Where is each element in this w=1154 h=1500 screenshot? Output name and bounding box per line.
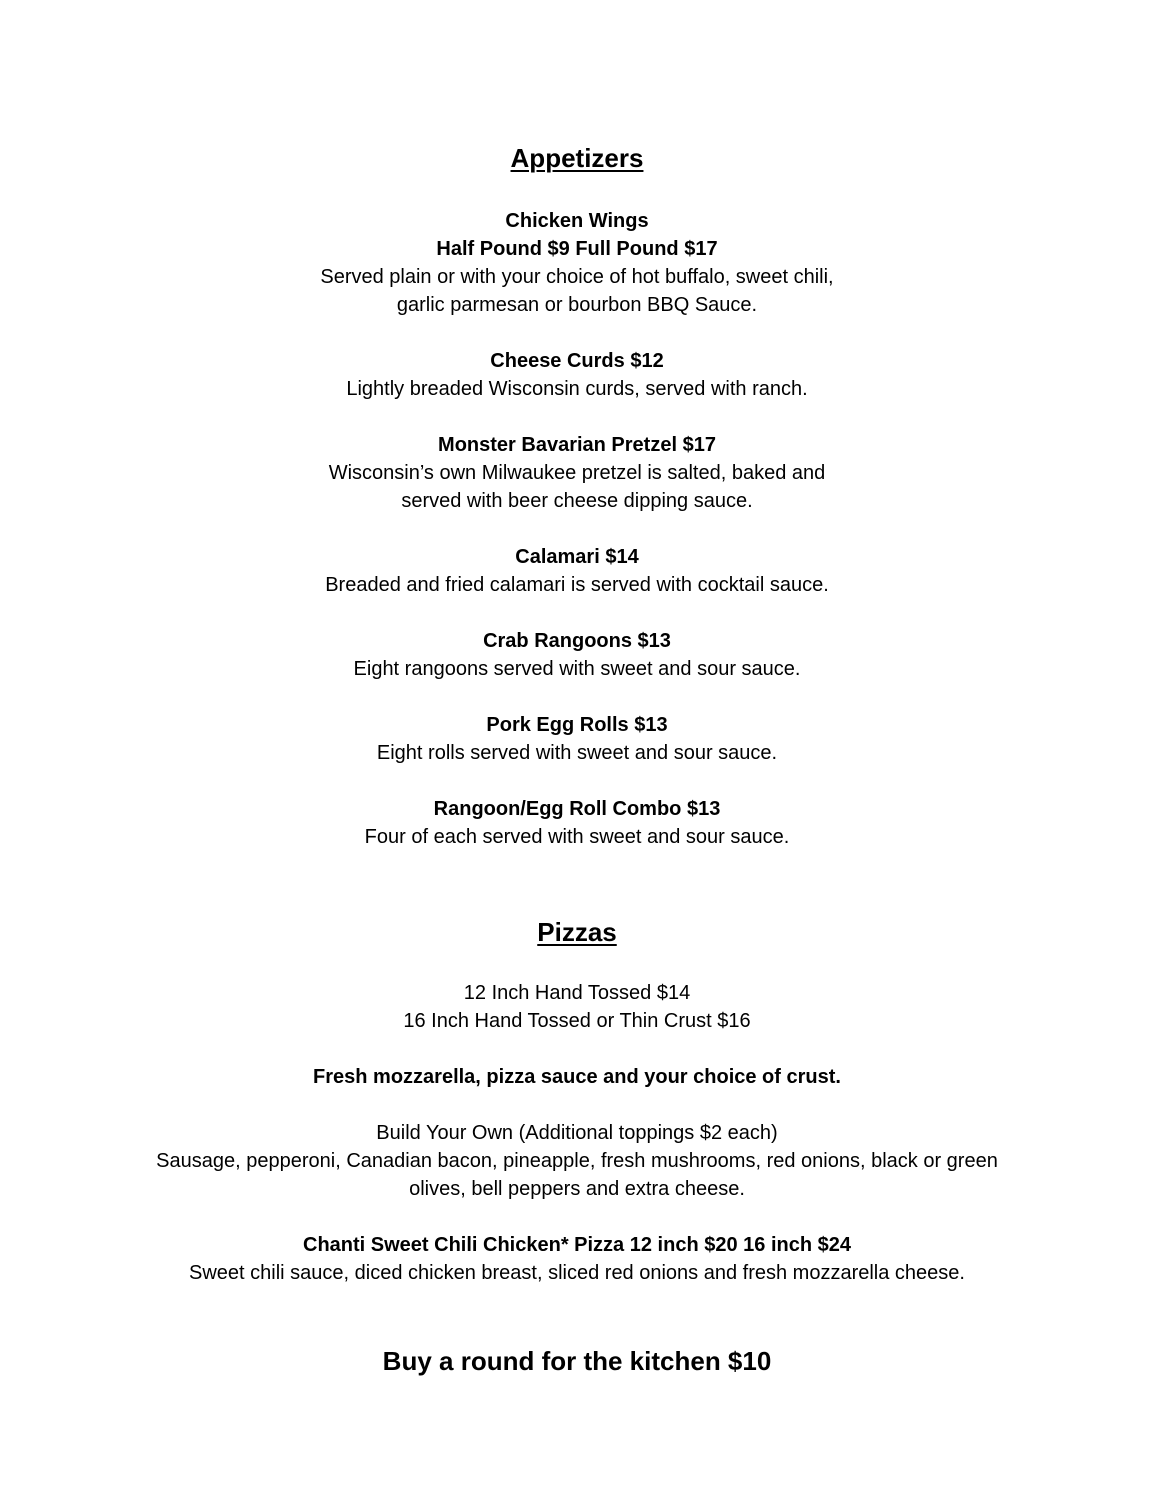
menu-item-price: Half Pound $9 Full Pound $17 bbox=[436, 238, 718, 260]
menu-item-name: Cheese Curds $12 bbox=[490, 350, 664, 372]
pizzas-heading: Pizzas bbox=[537, 917, 617, 947]
menu-item-description: Breaded and fried calamari is served with cocktail sauce. bbox=[325, 574, 829, 596]
build-your-own-title: Build Your Own (Additional toppings $2 each) bbox=[376, 1122, 778, 1144]
pizza-size: 16 Inch Hand Tossed or Thin Crust $16 bbox=[403, 1010, 751, 1032]
toppings-list: Sausage, pepperoni, Canadian bacon, pineapple, fresh mushrooms, red onions, black or green bbox=[156, 1150, 998, 1172]
menu-item-name: Pork Egg Rolls $13 bbox=[486, 714, 668, 736]
menu-item-description: Lightly breaded Wisconsin curds, served with ranch. bbox=[346, 378, 808, 400]
pizza-base-note: Fresh mozzarella, pizza sauce and your choice of crust. bbox=[313, 1066, 841, 1088]
menu-item-description: Eight rangoons served with sweet and sour sauce. bbox=[353, 658, 801, 680]
menu-item-name: Calamari $14 bbox=[515, 546, 639, 568]
kitchen-round-offer: Buy a round for the kitchen $10 bbox=[382, 1346, 772, 1376]
specialty-pizza-description: Sweet chili sauce, diced chicken breast, sliced red onions and fresh mozzarella cheese. bbox=[189, 1262, 965, 1284]
toppings-list: olives, bell peppers and extra cheese. bbox=[409, 1178, 745, 1200]
menu-item-description: Four of each served with sweet and sour sauce. bbox=[364, 826, 790, 848]
menu-item-description: served with beer cheese dipping sauce. bbox=[401, 490, 753, 512]
menu-item-description: Served plain or with your choice of hot buffalo, sweet chili, bbox=[320, 266, 834, 288]
menu-item-description: Eight rolls served with sweet and sour sauce. bbox=[376, 742, 778, 764]
menu-item-name: Monster Bavarian Pretzel $17 bbox=[438, 434, 716, 456]
specialty-pizza-name: Chanti Sweet Chili Chicken* Pizza 12 inch $20 16 inch $24 bbox=[303, 1234, 851, 1256]
menu-item-name: Crab Rangoons $13 bbox=[483, 630, 671, 652]
menu-item-name: Rangoon/Egg Roll Combo $13 bbox=[433, 798, 721, 820]
menu-item-description: Wisconsin’s own Milwaukee pretzel is salted, baked and bbox=[328, 462, 826, 484]
pizza-size: 12 Inch Hand Tossed $14 bbox=[463, 982, 691, 1004]
menu-item-description: garlic parmesan or bourbon BBQ Sauce. bbox=[396, 294, 758, 316]
menu-item-name: Chicken Wings bbox=[505, 210, 649, 232]
appetizers-heading: Appetizers bbox=[510, 143, 644, 173]
